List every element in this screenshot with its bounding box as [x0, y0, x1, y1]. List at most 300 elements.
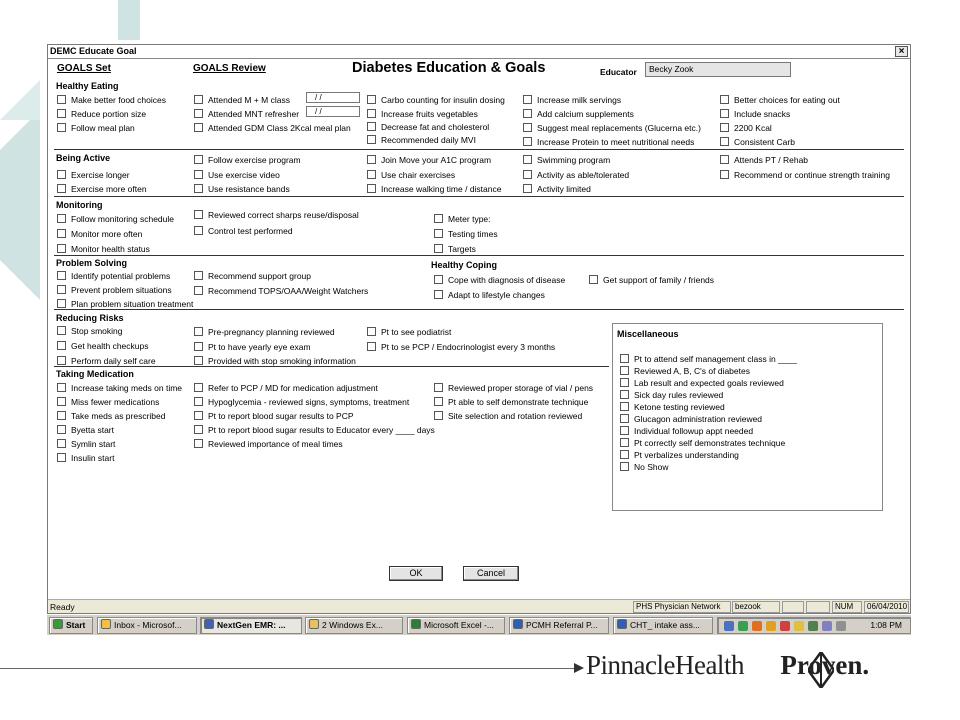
checkbox-item[interactable]: [434, 243, 476, 254]
checkbox[interactable]: [434, 275, 443, 284]
system-tray: [717, 617, 911, 634]
goals-review-link[interactable]: GOALS Review: [193, 63, 266, 74]
checkbox[interactable]: [523, 155, 532, 164]
checkbox-label: Hypoglycemia - reviewed signs, symptoms, treatment: [208, 396, 410, 407]
checkbox-label: Meter type:: [448, 213, 491, 224]
checkbox[interactable]: [620, 366, 629, 375]
checkbox-item[interactable]: [434, 228, 498, 239]
checkbox-item[interactable]: [57, 410, 166, 421]
checkbox-item[interactable]: [57, 228, 142, 239]
checkbox-label: Activity as able/tolerated: [537, 169, 630, 180]
excel-icon: [411, 619, 421, 629]
title-bar: [48, 45, 910, 59]
checkbox-item[interactable]: [194, 169, 280, 180]
checkbox-label: Recommend or continue strength training: [734, 169, 890, 180]
checkbox[interactable]: [194, 286, 203, 295]
checkbox[interactable]: [620, 402, 629, 411]
checkbox[interactable]: [620, 390, 629, 399]
checkbox-item[interactable]: [367, 121, 489, 132]
divider: [54, 149, 904, 150]
checkbox[interactable]: [194, 170, 203, 179]
word-icon: [513, 619, 523, 629]
mm-class-date-field[interactable]: / /: [306, 92, 360, 103]
divider: [54, 255, 904, 256]
taskbar-item[interactable]: [97, 617, 197, 634]
checkbox-label: Ketone testing reviewed: [634, 401, 725, 412]
clock: 1:08 PM: [870, 620, 902, 630]
checkbox[interactable]: [620, 378, 629, 387]
checkbox-label: Byetta start: [71, 424, 114, 435]
checkbox-item[interactable]: [194, 94, 290, 105]
section-healthy-eating: Healthy Eating: [56, 81, 119, 91]
tray-icon[interactable]: [780, 621, 790, 631]
checkbox-label: Pt to attend self management class in ____: [634, 353, 798, 364]
checkbox-item[interactable]: [367, 134, 476, 145]
checkbox[interactable]: [523, 170, 532, 179]
checkbox-item[interactable]: [194, 424, 435, 435]
checkbox[interactable]: [194, 123, 203, 132]
tray-icon[interactable]: [752, 621, 762, 631]
decorative-chevron-left: [0, 110, 40, 300]
section-monitoring: Monitoring: [56, 200, 103, 210]
checkbox-label: Consistent Carb: [734, 136, 795, 147]
checkbox[interactable]: [367, 184, 376, 193]
mnt-refresher-date-field[interactable]: / /: [306, 106, 360, 117]
status-ready: Ready: [50, 602, 75, 612]
checkbox-label: Attends PT / Rehab: [734, 154, 809, 165]
checkbox[interactable]: [57, 425, 66, 434]
checkbox-item[interactable]: [194, 382, 378, 393]
checkbox[interactable]: [194, 411, 203, 420]
checkbox-label: Exercise longer: [71, 169, 130, 180]
educator-label: Educator: [600, 67, 637, 77]
checkbox[interactable]: [194, 210, 203, 219]
tray-icon[interactable]: [808, 621, 818, 631]
checkbox[interactable]: [434, 244, 443, 253]
checkbox[interactable]: [57, 397, 66, 406]
checkbox-item[interactable]: [620, 353, 797, 364]
checkbox-item[interactable]: [720, 154, 808, 165]
checkbox-label: Pt to se PCP / Endocrinologist every 3 months: [381, 341, 556, 352]
decorative-bar-top: [118, 0, 140, 40]
checkbox[interactable]: [523, 123, 532, 132]
checkbox-item[interactable]: [367, 341, 555, 352]
checkbox-item[interactable]: [194, 209, 359, 220]
checkbox[interactable]: [57, 326, 66, 335]
window-title: DEMC Educate Goal: [50, 46, 137, 56]
checkbox-item[interactable]: [367, 183, 501, 194]
checkbox-label: Identify potential problems: [71, 270, 171, 281]
checkbox-label: Pt to report blood sugar results to PCP: [208, 410, 354, 421]
checkbox-item[interactable]: [523, 183, 591, 194]
checkbox-item[interactable]: [194, 396, 409, 407]
checkbox[interactable]: [57, 285, 66, 294]
checkbox-label: Pt to have yearly eye exam: [208, 341, 311, 352]
checkbox-item[interactable]: [57, 438, 115, 449]
checkbox-label: Targets: [448, 243, 476, 254]
checkbox[interactable]: [367, 327, 376, 336]
taskbar-item-label: 2 Windows Ex...: [322, 620, 383, 630]
checkbox-item[interactable]: [523, 169, 629, 180]
checkbox-label: Follow exercise program: [208, 154, 301, 165]
checkbox-item[interactable]: [57, 270, 170, 281]
goals-set-link[interactable]: GOALS Set: [57, 63, 111, 74]
taskbar-item-active[interactable]: [200, 617, 302, 634]
checkbox-label: Reviewed A, B, C's of diabetes: [634, 365, 750, 376]
checkbox-label: Reviewed importance of meal times: [208, 438, 343, 449]
tray-icon[interactable]: [766, 621, 776, 631]
checkbox[interactable]: [589, 275, 598, 284]
checkbox-item[interactable]: [57, 169, 130, 180]
checkbox-label: Follow meal plan: [71, 122, 135, 133]
checkbox-item[interactable]: [194, 154, 301, 165]
checkbox-item[interactable]: [57, 340, 149, 351]
checkbox[interactable]: [57, 271, 66, 280]
brand-tagline: Proven.: [780, 650, 870, 680]
checkbox[interactable]: [367, 135, 376, 144]
checkbox-item[interactable]: [620, 425, 753, 436]
folder-icon: [309, 619, 319, 629]
checkbox-label: Use chair exercises: [381, 169, 456, 180]
checkbox[interactable]: [367, 95, 376, 104]
page-title: Diabetes Education & Goals: [352, 60, 546, 76]
checkbox-item[interactable]: [523, 108, 634, 119]
checkbox[interactable]: [367, 155, 376, 164]
checkbox-item[interactable]: [194, 108, 299, 119]
checkbox[interactable]: [194, 95, 203, 104]
checkbox[interactable]: [194, 155, 203, 164]
checkbox-item[interactable]: [367, 154, 491, 165]
educate-goal-window: [47, 44, 911, 614]
checkbox-label: Pre-pregnancy planning reviewed: [208, 326, 335, 337]
checkbox[interactable]: [194, 397, 203, 406]
checkbox[interactable]: [57, 356, 66, 365]
taskbar-item-label: CHT_ intake ass...: [630, 620, 700, 630]
checkbox[interactable]: [620, 426, 629, 435]
checkbox-item[interactable]: [620, 365, 750, 376]
checkbox-item[interactable]: [194, 341, 311, 352]
tray-icon[interactable]: [738, 621, 748, 631]
checkbox-label: Activity limited: [537, 183, 591, 194]
checkbox-label: Sick day rules reviewed: [634, 389, 724, 400]
section-taking-medication: Taking Medication: [56, 369, 134, 379]
taskbar-item[interactable]: [509, 617, 609, 634]
checkbox[interactable]: [57, 299, 66, 308]
status-user: bezook: [732, 601, 780, 613]
tray-icon[interactable]: [794, 621, 804, 631]
checkbox-label: Reduce portion size: [71, 108, 147, 119]
checkbox-label: Exercise more often: [71, 183, 147, 194]
checkbox[interactable]: [434, 214, 443, 223]
checkbox-item[interactable]: [367, 108, 478, 119]
checkbox-item[interactable]: [720, 122, 772, 133]
checkbox-label: Prevent problem situations: [71, 284, 172, 295]
checkbox-label: Refer to PCP / MD for medication adjustment: [208, 382, 378, 393]
checkbox[interactable]: [620, 414, 629, 423]
checkbox-item[interactable]: [57, 213, 174, 224]
checkbox[interactable]: [194, 356, 203, 365]
checkbox-item[interactable]: [57, 183, 147, 194]
checkbox-label: Pt verbalizes understanding: [634, 449, 739, 460]
checkbox[interactable]: [194, 342, 203, 351]
checkbox-item[interactable]: [57, 298, 193, 309]
checkbox-label: 2200 Kcal: [734, 122, 772, 133]
checkbox-item[interactable]: [194, 326, 335, 337]
checkbox[interactable]: [367, 170, 376, 179]
checkbox-label: Attended M + M class: [208, 94, 290, 105]
checkbox[interactable]: [57, 214, 66, 223]
brand-name: PinnacleHealth: [586, 650, 744, 680]
checkbox-label: Insulin start: [71, 452, 115, 463]
checkbox-item[interactable]: [434, 382, 593, 393]
checkbox-item[interactable]: [523, 136, 694, 147]
status-network: PHS Physician Network: [633, 601, 731, 613]
checkbox-label: Lab result and expected goals reviewed: [634, 377, 784, 388]
checkbox[interactable]: [620, 354, 629, 363]
checkbox-label: Pt to see podiatrist: [381, 326, 452, 337]
checkbox[interactable]: [57, 229, 66, 238]
checkbox-label: Recommend TOPS/OAA/Weight Watchers: [208, 285, 369, 296]
close-button[interactable]: ×: [895, 46, 908, 57]
checkbox-label: Glucagon administration reviewed: [634, 413, 763, 424]
checkbox-item[interactable]: [194, 183, 290, 194]
checkbox-item[interactable]: [620, 461, 669, 472]
checkbox-item[interactable]: [194, 438, 343, 449]
checkbox-item[interactable]: [720, 108, 790, 119]
ok-button[interactable]: OK: [389, 566, 443, 581]
checkbox-item[interactable]: [720, 136, 795, 147]
checkbox-item[interactable]: [523, 94, 621, 105]
cancel-button[interactable]: Cancel: [463, 566, 519, 581]
checkbox-item[interactable]: [194, 225, 293, 236]
checkbox-item[interactable]: [367, 94, 505, 105]
checkbox-label: Better choices for eating out: [734, 94, 840, 105]
checkbox[interactable]: [720, 109, 729, 118]
checkbox-item[interactable]: [367, 169, 455, 180]
checkbox-label: Reviewed proper storage of vial / pens: [448, 382, 594, 393]
checkbox-item[interactable]: [523, 122, 701, 133]
checkbox-label: Pt correctly self demonstrates technique: [634, 437, 786, 448]
checkbox[interactable]: [523, 95, 532, 104]
checkbox[interactable]: [194, 109, 203, 118]
checkbox-label: Include snacks: [734, 108, 791, 119]
checkbox-item[interactable]: [57, 325, 123, 336]
checkbox-label: Increase Protein to meet nutritional needs: [537, 136, 695, 147]
checkbox-item[interactable]: [57, 424, 114, 435]
checkbox-item[interactable]: [620, 401, 725, 412]
checkbox-item[interactable]: [57, 284, 172, 295]
checkbox[interactable]: [57, 244, 66, 253]
speaker-icon[interactable]: [836, 621, 846, 631]
checkbox-item[interactable]: [57, 122, 135, 133]
checkbox[interactable]: [194, 327, 203, 336]
checkbox-item[interactable]: [523, 154, 610, 165]
checkbox-item[interactable]: [57, 108, 146, 119]
taskbar: [47, 614, 911, 635]
checkbox-item[interactable]: [434, 410, 582, 421]
checkbox[interactable]: [57, 95, 66, 104]
status-date: 06/04/2010: [864, 601, 909, 613]
checkbox[interactable]: [194, 425, 203, 434]
checkbox-item[interactable]: [620, 389, 723, 400]
checkbox[interactable]: [367, 109, 376, 118]
checkbox[interactable]: [620, 450, 629, 459]
checkbox-label: No Show: [634, 461, 669, 472]
checkbox-label: Increase fruits vegetables: [381, 108, 478, 119]
checkbox[interactable]: [367, 122, 376, 131]
checkbox[interactable]: [720, 155, 729, 164]
checkbox[interactable]: [434, 411, 443, 420]
section-reducing-risks: Reducing Risks: [56, 313, 124, 323]
checkbox-label: Monitor more often: [71, 228, 143, 239]
tray-icon[interactable]: [724, 621, 734, 631]
footer-rule: [0, 668, 578, 669]
checkbox[interactable]: [194, 226, 203, 235]
checkbox[interactable]: [57, 184, 66, 193]
checkbox-label: Suggest meal replacements (Glucerna etc.): [537, 122, 701, 133]
checkbox[interactable]: [194, 439, 203, 448]
checkbox[interactable]: [57, 453, 66, 462]
checkbox-label: Site selection and rotation reviewed: [448, 410, 583, 421]
checkbox-label: Increase walking time / distance: [381, 183, 502, 194]
taskbar-item[interactable]: [613, 617, 713, 634]
checkbox-item[interactable]: [620, 413, 762, 424]
checkbox-label: Get support of family / friends: [603, 274, 715, 285]
checkbox-item[interactable]: [57, 382, 182, 393]
miscellaneous-panel: [612, 323, 883, 511]
divider: [54, 196, 904, 197]
checkbox-label: Pt able to self demonstrate technique: [448, 396, 589, 407]
checkbox-item[interactable]: [57, 355, 156, 366]
checkbox-label: Add calcium supplements: [537, 108, 634, 119]
pinnaclehealth-logo: [586, 650, 869, 681]
checkbox-item[interactable]: [57, 94, 166, 105]
windows-logo-icon: [53, 619, 63, 629]
checkbox-label: Recommended daily MVI: [381, 134, 476, 145]
word-icon: [617, 619, 627, 629]
checkbox[interactable]: [367, 342, 376, 351]
checkbox-item[interactable]: [434, 213, 491, 224]
checkbox[interactable]: [434, 290, 443, 299]
checkbox[interactable]: [620, 438, 629, 447]
checkbox-label: Control test performed: [208, 225, 293, 236]
checkbox[interactable]: [720, 137, 729, 146]
checkbox-label: Attended GDM Class 2Kcal meal plan: [208, 122, 351, 133]
checkbox-label: Attended MNT refresher: [208, 108, 300, 119]
status-blank: [782, 601, 804, 613]
checkbox-label: Symlin start: [71, 438, 116, 449]
checkbox-item[interactable]: [194, 355, 356, 366]
checkbox[interactable]: [523, 184, 532, 193]
checkbox-label: Take meds as prescribed: [71, 410, 166, 421]
checkbox-label: Cope with diagnosis of disease: [448, 274, 566, 285]
checkbox-label: Join Move your A1C program: [381, 154, 492, 165]
checkbox-item[interactable]: [367, 326, 451, 337]
checkbox[interactable]: [523, 109, 532, 118]
checkbox[interactable]: [57, 170, 66, 179]
taskbar-item-label: Inbox - Microsof...: [114, 620, 182, 630]
checkbox-item[interactable]: [194, 122, 351, 133]
checkbox[interactable]: [434, 397, 443, 406]
checkbox-label: Recommend support group: [208, 270, 312, 281]
tray-icon[interactable]: [822, 621, 832, 631]
checkbox[interactable]: [434, 229, 443, 238]
checkbox[interactable]: [57, 411, 66, 420]
checkbox-label: Use resistance bands: [208, 183, 290, 194]
checkbox-label: Adapt to lifestyle changes: [448, 289, 545, 300]
start-label: Start: [66, 620, 86, 630]
checkbox-item[interactable]: [434, 289, 545, 300]
nextgen-icon: [204, 619, 214, 629]
outlook-icon: [101, 619, 111, 629]
checkbox[interactable]: [720, 123, 729, 132]
checkbox-label: Pt to report blood sugar results to Educator every ____ days: [208, 424, 435, 435]
checkbox[interactable]: [720, 95, 729, 104]
checkbox[interactable]: [620, 462, 629, 471]
checkbox[interactable]: [57, 383, 66, 392]
checkbox[interactable]: [434, 383, 443, 392]
checkbox-item[interactable]: [57, 396, 159, 407]
checkbox-item[interactable]: [434, 274, 565, 285]
checkbox-label: Swimming program: [537, 154, 611, 165]
checkbox-item[interactable]: [720, 94, 840, 105]
checkbox-label: Stop smoking: [71, 325, 123, 336]
checkbox[interactable]: [194, 184, 203, 193]
checkbox-item[interactable]: [589, 274, 714, 285]
status-bar: [48, 599, 910, 613]
checkbox-label: Perform daily self care: [71, 355, 156, 366]
checkbox-item[interactable]: [620, 437, 785, 448]
checkbox[interactable]: [523, 137, 532, 146]
checkbox-item[interactable]: [620, 449, 739, 460]
checkbox[interactable]: [194, 383, 203, 392]
taskbar-item[interactable]: [305, 617, 403, 634]
section-being-active: Being Active: [56, 153, 111, 163]
diamond-logo-icon: [808, 652, 834, 688]
checkbox-label: Individual followup appt needed: [634, 425, 754, 436]
checkbox[interactable]: [194, 271, 203, 280]
checkbox-item[interactable]: [57, 452, 114, 463]
educator-field[interactable]: Becky Zook: [645, 62, 791, 77]
checkbox-item[interactable]: [194, 270, 311, 281]
status-num: NUM: [832, 601, 862, 613]
checkbox[interactable]: [57, 109, 66, 118]
checkbox-label: Use exercise video: [208, 169, 280, 180]
checkbox-item[interactable]: [620, 377, 784, 388]
checkbox-item[interactable]: [434, 396, 588, 407]
checkbox[interactable]: [57, 341, 66, 350]
checkbox[interactable]: [57, 439, 66, 448]
status-blank: [806, 601, 830, 613]
checkbox-label: Plan problem situation treatment: [71, 298, 194, 309]
checkbox-item[interactable]: [194, 285, 368, 296]
arrow-icon: [574, 662, 586, 674]
checkbox-label: Provided with stop smoking information: [208, 355, 356, 366]
checkbox-item[interactable]: [57, 243, 150, 254]
checkbox-label: Get health checkups: [71, 340, 149, 351]
checkbox-label: Reviewed correct sharps reuse/disposal: [208, 209, 359, 220]
decorative-wedge: [0, 80, 40, 120]
checkbox[interactable]: [720, 170, 729, 179]
checkbox-label: Decrease fat and cholesterol: [381, 121, 490, 132]
checkbox[interactable]: [57, 123, 66, 132]
taskbar-item[interactable]: [407, 617, 505, 634]
start-button[interactable]: [49, 617, 93, 634]
checkbox-label: Testing times: [448, 228, 498, 239]
checkbox-item[interactable]: [720, 169, 890, 180]
checkbox-item[interactable]: [194, 410, 354, 421]
taskbar-item-label: PCMH Referral P...: [526, 620, 598, 630]
